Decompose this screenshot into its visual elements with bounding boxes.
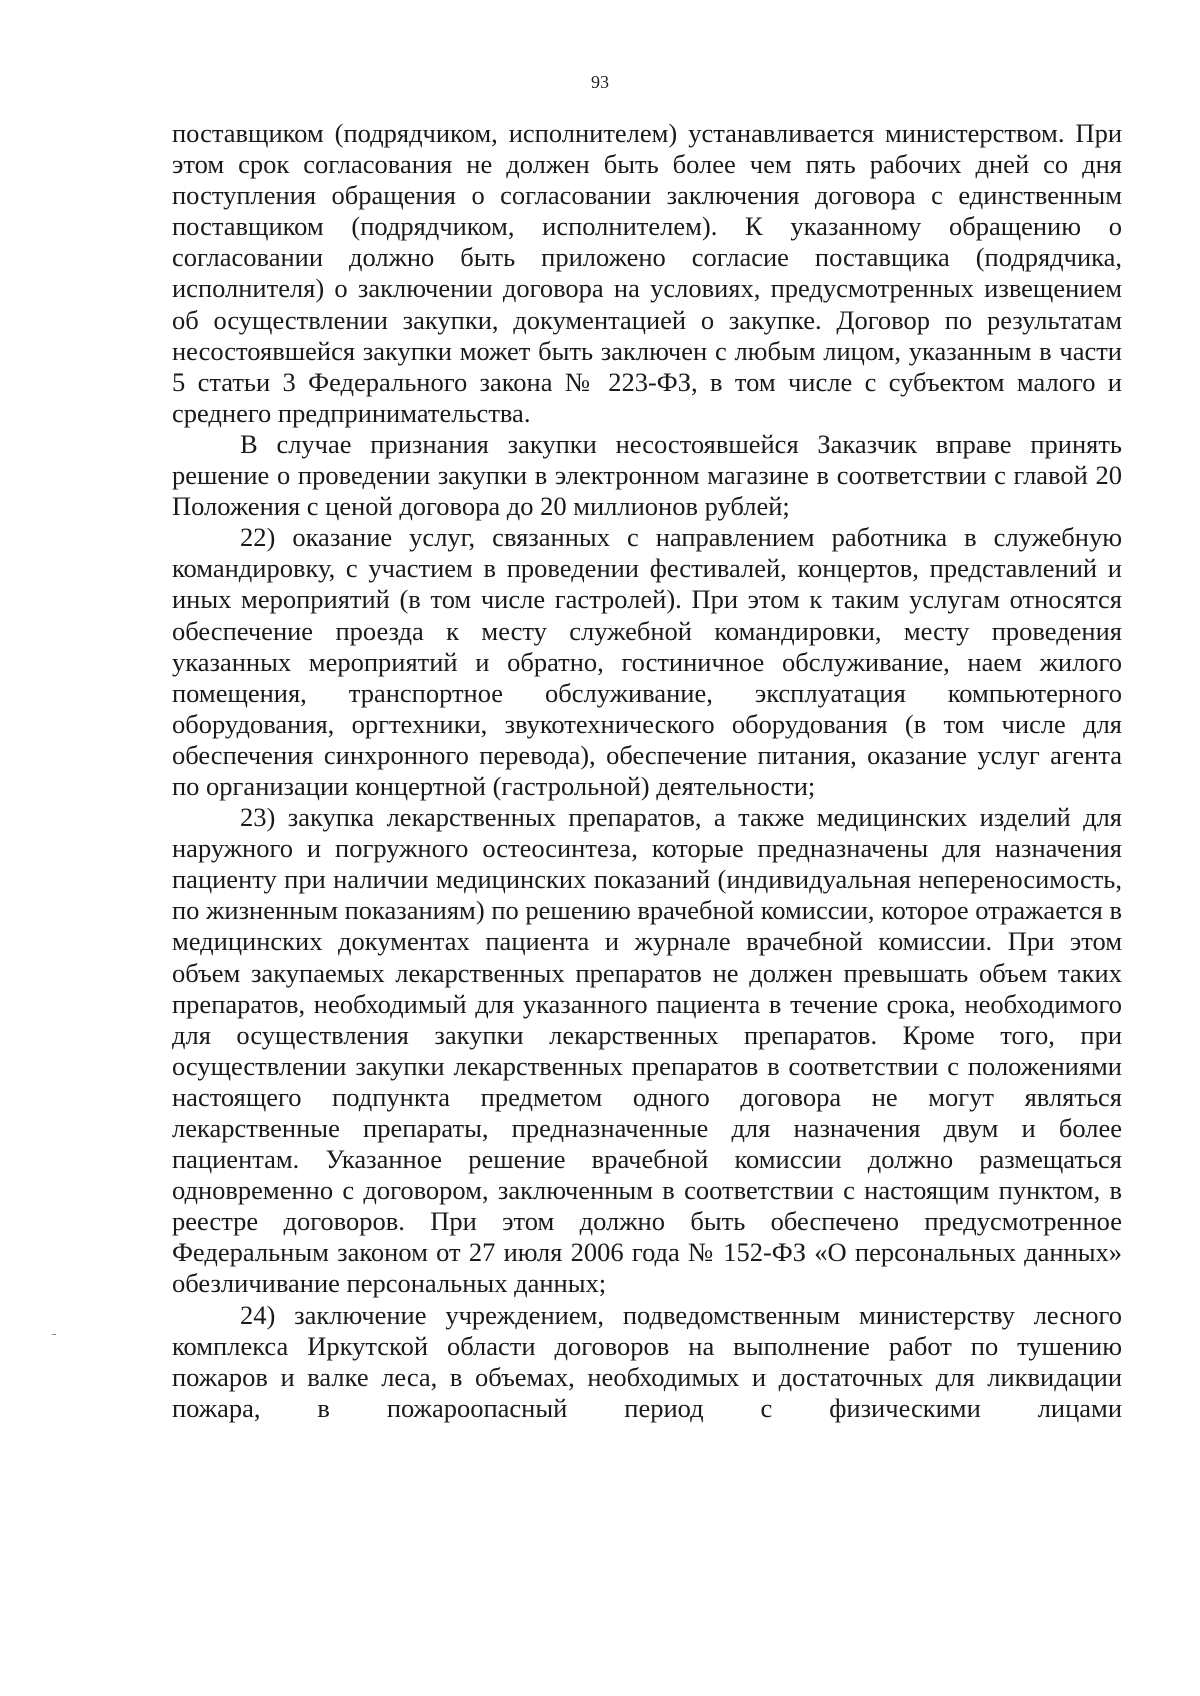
paragraph-item-24: 24) заключение учреждением, подведомственным министерству лесного комплекса Иркутской области договоров на выполнение работ по тушению пожаров и валке леса, в объемах, необходимых и достаточных для ликвидации пожара, в пожароопасный период с физическими лицами	[172, 1299, 1122, 1423]
paragraph-item-22: 22) оказание услуг, связанных с направлением работника в служебную командировку, с участием в проведении фестивалей, концертов, представлений и иных мероприятий (в том числе гастролей). При этом к таким услугам относятся обеспечение проезда к месту служебной командировки, месту проведения указанных мероприятий и обратно, гостиничное обслуживание, наем жилого помещения, транспортное обслуживание, эксплуатация компьютерного оборудования, оргтехники, звукотехнического оборудования (в том числе для обеспечения синхронного перевода), обеспечение питания, оказание услуг агента по организации концертной (гастрольной) деятельности;	[172, 522, 1122, 801]
document-body	[172, 118, 1122, 1424]
page-number: 93	[591, 72, 609, 92]
paragraph-failed-procurement: В случае признания закупки несостоявшейся Заказчик вправе принять решение о проведении закупки в электронном магазине в соответствии с главой 20 Положения с ценой договора до 20 миллионов рублей;	[172, 428, 1122, 522]
scan-artifact	[52, 1334, 56, 1335]
paragraph-procurement-approval: поставщиком (подрядчиком, исполнителем) устанавливается министерством. При этом срок согласования не должен быть более чем пять рабочих дней со дня поступления обращения о согласовании заключения договора с единственным поставщиком (подрядчиком, исполнителем). К указанному обращению о согласовании должно быть приложено согласие поставщика (подрядчика, исполнителя) о заключении договора на условиях, предусмотренных извещением об осуществлении закупки, документацией о закупке. Договор по результатам несостоявшейся закупки может быть заключен с любым лицом, указанным в части 5 статьи 3 Федерального закона № 223-ФЗ, в том числе с субъектом малого и среднего предпринимательства.	[172, 118, 1122, 428]
paragraph-item-23: 23) закупка лекарственных препаратов, а также медицинских изделий для наружного и погружного остеосинтеза, которые предназначены для назначения пациенту при наличии медицинских показаний (индивидуальная непереносимость, по жизненным показаниям) по решению врачебной комиссии, которое отражается в медицинских документах пациента и журнале врачебной комиссии. При этом объем закупаемых лекарственных препаратов не должен превышать объем таких препаратов, необходимый для указанного пациента в течение срока, необходимого для осуществления закупки лекарственных препаратов. Кроме того, при осуществлении закупки лекарственных препаратов в соответствии с положениями настоящего подпункта предметом одного договора не могут являться лекарственные препараты, предназначенные для назначения двум и более пациентам. Указанное решение врачебной комиссии должно размещаться одновременно с договором, заключенным в соответствии с настоящим пунктом, в реестре договоров. При этом должно быть обеспечено предусмотренное Федеральным законом от 27 июля 2006 года № 152-ФЗ «О персональных данных» обезличивание персональных данных;	[172, 802, 1122, 1299]
